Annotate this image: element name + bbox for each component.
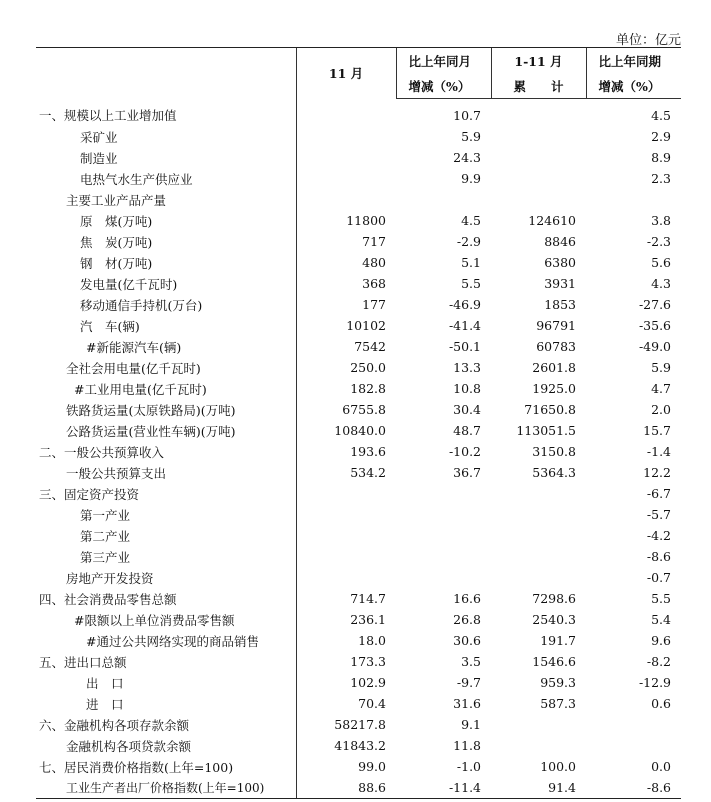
- value-yoy-month: 16.6: [453, 591, 481, 606]
- value-yoy-month: [396, 567, 491, 588]
- row-label: 进 口: [86, 696, 124, 712]
- value-month: [296, 483, 396, 504]
- value-month: 173.3: [296, 651, 396, 672]
- row-label: 制造业: [80, 150, 118, 166]
- value-month: 18.0: [296, 630, 396, 651]
- table-row: [36, 231, 681, 252]
- value-month: 58217.8: [296, 714, 396, 735]
- header-yoy-period-line2: 增减（%）: [586, 73, 681, 99]
- value-month: 182.8: [296, 378, 396, 399]
- table-row: [36, 483, 681, 504]
- value-cumulative: 959.3: [540, 675, 576, 690]
- row-label: 第一产业: [80, 507, 131, 523]
- value-yoy-month: 10.7: [453, 108, 481, 123]
- value-yoy-month: -1.0: [456, 759, 481, 774]
- value-yoy-period: [586, 189, 681, 210]
- value-yoy-period: -8.6: [586, 777, 681, 799]
- value-yoy-month: 31.6: [453, 696, 481, 711]
- value-cumulative: 7298.6: [532, 591, 576, 606]
- table-row: [36, 336, 681, 357]
- value-month: 41843.2: [296, 735, 396, 756]
- value-yoy-month: 4.5: [461, 213, 481, 228]
- row-label: 全社会用电量(亿千瓦时): [66, 360, 201, 376]
- table-row: [36, 378, 681, 399]
- value-yoy-period: 9.6: [651, 633, 671, 648]
- value-yoy-month: [396, 483, 491, 504]
- value-month: [296, 546, 396, 567]
- table-row: [36, 252, 681, 273]
- value-cumulative: [491, 168, 586, 189]
- value-yoy-period: 5.9: [651, 360, 671, 375]
- value-month: 10102: [296, 315, 396, 336]
- row-label: 三、固定资产投资: [39, 486, 140, 502]
- value-yoy-period: -2.3: [646, 234, 671, 249]
- value-month: 717: [296, 231, 396, 252]
- row-label: #通过公共网络实现的商品销售: [86, 633, 259, 649]
- value-month: 236.1: [296, 609, 396, 630]
- value-yoy-month: [396, 189, 491, 210]
- table-row: [36, 189, 681, 210]
- table-row: [36, 630, 681, 651]
- row-label: 一般公共预算支出: [66, 465, 167, 481]
- value-cumulative: 60783: [536, 339, 576, 354]
- row-label: 铁路货运量(太原铁路局)(万吨): [66, 402, 236, 418]
- value-yoy-period: [586, 714, 681, 735]
- value-cumulative: 1853: [544, 297, 576, 312]
- value-yoy-month: 30.4: [453, 402, 481, 417]
- value-yoy-period: 12.2: [643, 465, 671, 480]
- value-cumulative: 71650.8: [524, 402, 576, 417]
- row-label: 出 口: [86, 675, 124, 691]
- row-label: 公路货运量(营业性车辆)(万吨): [66, 423, 236, 439]
- value-yoy-month: 48.7: [453, 423, 481, 438]
- row-label: 房地产开发投资: [66, 570, 154, 586]
- row-label: #新能源汽车(辆): [86, 339, 182, 355]
- value-yoy-period: 2.0: [651, 402, 671, 417]
- table-row: [36, 210, 681, 231]
- row-label: 电热气水生产供应业: [80, 171, 193, 187]
- header-yoy-month-line1: 比上年同月: [396, 48, 491, 74]
- row-label: #工业用电量(亿千瓦时): [74, 381, 207, 397]
- value-cumulative: 124610: [528, 213, 576, 228]
- value-yoy-period: 5.6: [651, 255, 671, 270]
- table-row: [36, 168, 681, 189]
- value-yoy-month: 10.8: [453, 381, 481, 396]
- value-yoy-period: 4.3: [651, 276, 671, 291]
- header-yoy-period-line1: 比上年同期: [586, 48, 681, 74]
- value-yoy-period: -49.0: [638, 339, 671, 354]
- value-cumulative: 100.0: [540, 759, 576, 774]
- row-label: 焦 炭(万吨): [80, 234, 153, 250]
- value-yoy-period: -5.7: [646, 507, 671, 522]
- table-row: [36, 651, 681, 672]
- value-yoy-month: 26.8: [453, 612, 481, 627]
- value-month: [296, 99, 396, 127]
- value-yoy-month: -41.4: [448, 318, 481, 333]
- value-month: 250.0: [296, 357, 396, 378]
- value-yoy-month: -2.9: [456, 234, 481, 249]
- value-month: [296, 525, 396, 546]
- value-yoy-period: -0.7: [646, 570, 671, 585]
- row-label: 原 煤(万吨): [80, 213, 153, 229]
- row-label: 汽 车(辆): [80, 318, 140, 334]
- value-yoy-period: 4.7: [651, 381, 671, 396]
- value-yoy-month: -46.9: [448, 297, 481, 312]
- value-yoy-month: 30.6: [453, 633, 481, 648]
- row-label: 金融机构各项贷款余额: [66, 738, 192, 754]
- table-row: [36, 462, 681, 483]
- value-cumulative: 587.3: [540, 696, 576, 711]
- value-yoy-period: -6.7: [646, 486, 671, 501]
- table-row: [36, 294, 681, 315]
- table-row: [36, 126, 681, 147]
- value-yoy-month: -10.2: [448, 444, 481, 459]
- table-row: [36, 441, 681, 462]
- value-yoy-month: -11.4: [396, 777, 491, 799]
- table-row: [36, 546, 681, 567]
- table-row: [36, 714, 681, 735]
- row-label: 移动通信手持机(万台): [80, 297, 203, 313]
- value-cumulative: [491, 567, 586, 588]
- row-label: 四、社会消费品零售总额: [39, 591, 177, 607]
- value-yoy-period: 2.3: [651, 171, 671, 186]
- value-yoy-month: 9.1: [461, 717, 481, 732]
- value-cumulative: [491, 546, 586, 567]
- value-yoy-period: 5.5: [651, 591, 671, 606]
- value-cumulative: [491, 126, 586, 147]
- value-yoy-month: 24.3: [453, 150, 481, 165]
- value-cumulative: [491, 504, 586, 525]
- value-yoy-month: 5.5: [461, 276, 481, 291]
- value-cumulative: [491, 99, 586, 127]
- header-indicator-blank: [36, 48, 296, 99]
- table-row: [36, 777, 681, 799]
- value-yoy-month: 3.5: [461, 654, 481, 669]
- value-cumulative: 2540.3: [532, 612, 576, 627]
- value-month: 177: [296, 294, 396, 315]
- table-body: [36, 99, 681, 799]
- value-yoy-month: [396, 546, 491, 567]
- value-month: 11800: [296, 210, 396, 231]
- value-yoy-period: 0.0: [651, 759, 671, 774]
- value-month: 7542: [296, 336, 396, 357]
- value-month: 193.6: [296, 441, 396, 462]
- row-label: 六、金融机构各项存款余额: [39, 717, 190, 733]
- value-month: 88.6: [296, 777, 396, 799]
- value-month: 714.7: [296, 588, 396, 609]
- value-month: [296, 147, 396, 168]
- table-row: [36, 609, 681, 630]
- table-row: [36, 693, 681, 714]
- row-label: 发电量(亿千瓦时): [80, 276, 178, 292]
- value-cumulative: 3931: [544, 276, 576, 291]
- value-yoy-period: -4.2: [646, 528, 671, 543]
- value-cumulative: 8846: [544, 234, 576, 249]
- value-month: 480: [296, 252, 396, 273]
- value-yoy-period: -1.4: [646, 444, 671, 459]
- value-yoy-period: -8.2: [646, 654, 671, 669]
- row-label: 五、进出口总额: [39, 654, 127, 670]
- header-month: 11 月: [296, 48, 396, 99]
- value-yoy-month: 5.1: [461, 255, 481, 270]
- value-yoy-month: [396, 504, 491, 525]
- row-label: 主要工业产品产量: [66, 192, 167, 208]
- value-cumulative: 91.4: [491, 777, 586, 799]
- value-yoy-period: [586, 735, 681, 756]
- value-cumulative: [491, 483, 586, 504]
- value-cumulative: [491, 189, 586, 210]
- value-cumulative: [491, 714, 586, 735]
- table-row: [36, 756, 681, 777]
- unit-label: 单位：亿元: [615, 33, 681, 48]
- value-cumulative: [491, 735, 586, 756]
- value-month: 99.0: [296, 756, 396, 777]
- header-cumulative-line2: 累 计: [491, 73, 586, 99]
- value-month: 368: [296, 273, 396, 294]
- row-label: 钢 材(万吨): [80, 255, 153, 271]
- value-yoy-period: 2.9: [651, 129, 671, 144]
- table-row: [36, 315, 681, 336]
- value-cumulative: [491, 147, 586, 168]
- value-yoy-month: 9.9: [461, 171, 481, 186]
- value-month: [296, 567, 396, 588]
- value-yoy-month: 36.7: [453, 465, 481, 480]
- table-row: [36, 525, 681, 546]
- table-row: [36, 420, 681, 441]
- table-row: [36, 504, 681, 525]
- table-row: [36, 99, 681, 127]
- value-cumulative: 1546.6: [532, 654, 576, 669]
- header-yoy-month-line2: 增减（%）: [396, 73, 491, 99]
- table-row: [36, 147, 681, 168]
- value-cumulative: 5364.3: [532, 465, 576, 480]
- value-yoy-month: [396, 525, 491, 546]
- value-month: [296, 168, 396, 189]
- value-yoy-period: -27.6: [638, 297, 671, 312]
- row-label: 七、居民消费价格指数(上年=100): [39, 759, 234, 775]
- table-row: [36, 399, 681, 420]
- value-yoy-period: -12.9: [638, 675, 671, 690]
- value-yoy-period: 15.7: [643, 423, 671, 438]
- value-month: [296, 189, 396, 210]
- value-month: 70.4: [296, 693, 396, 714]
- row-label: #限额以上单位消费品零售额: [74, 612, 235, 628]
- value-month: [296, 126, 396, 147]
- statistics-table: [36, 47, 681, 799]
- value-yoy-period: -8.6: [646, 549, 671, 564]
- table-header: [36, 48, 681, 99]
- row-label: 采矿业: [80, 129, 118, 145]
- row-label: 工业生产者出厂价格指数(上年=100): [36, 777, 296, 799]
- value-cumulative: 113051.5: [516, 423, 576, 438]
- header-cumulative-line1: 1-11 月: [491, 48, 586, 74]
- table-row: [36, 672, 681, 693]
- value-yoy-month: -9.7: [456, 675, 481, 690]
- value-month: 102.9: [296, 672, 396, 693]
- value-cumulative: 1925.0: [532, 381, 576, 396]
- value-month: [296, 504, 396, 525]
- value-yoy-month: 13.3: [453, 360, 481, 375]
- value-cumulative: 2601.8: [532, 360, 576, 375]
- row-label: 第二产业: [80, 528, 131, 544]
- value-cumulative: [491, 525, 586, 546]
- table-row: [36, 735, 681, 756]
- value-month: 534.2: [296, 462, 396, 483]
- row-label: 第三产业: [80, 549, 131, 565]
- table-row: [36, 567, 681, 588]
- value-yoy-period: 4.5: [651, 108, 671, 123]
- value-yoy-period: 3.8: [651, 213, 671, 228]
- value-yoy-month: 5.9: [461, 129, 481, 144]
- table-row: [36, 588, 681, 609]
- value-yoy-period: 5.4: [651, 612, 671, 627]
- value-yoy-period: -35.6: [638, 318, 671, 333]
- row-label: 一、规模以上工业增加值: [39, 108, 177, 124]
- value-month: 10840.0: [296, 420, 396, 441]
- value-cumulative: 6380: [544, 255, 576, 270]
- value-cumulative: 191.7: [540, 633, 576, 648]
- value-month: 6755.8: [296, 399, 396, 420]
- value-yoy-month: 11.8: [453, 738, 481, 753]
- row-label: 二、一般公共预算收入: [39, 444, 165, 460]
- value-yoy-period: 0.6: [651, 696, 671, 711]
- table-row: [36, 357, 681, 378]
- table-row: [36, 273, 681, 294]
- value-cumulative: 3150.8: [532, 444, 576, 459]
- value-yoy-period: 8.9: [651, 150, 671, 165]
- value-yoy-month: -50.1: [448, 339, 481, 354]
- value-cumulative: 96791: [536, 318, 576, 333]
